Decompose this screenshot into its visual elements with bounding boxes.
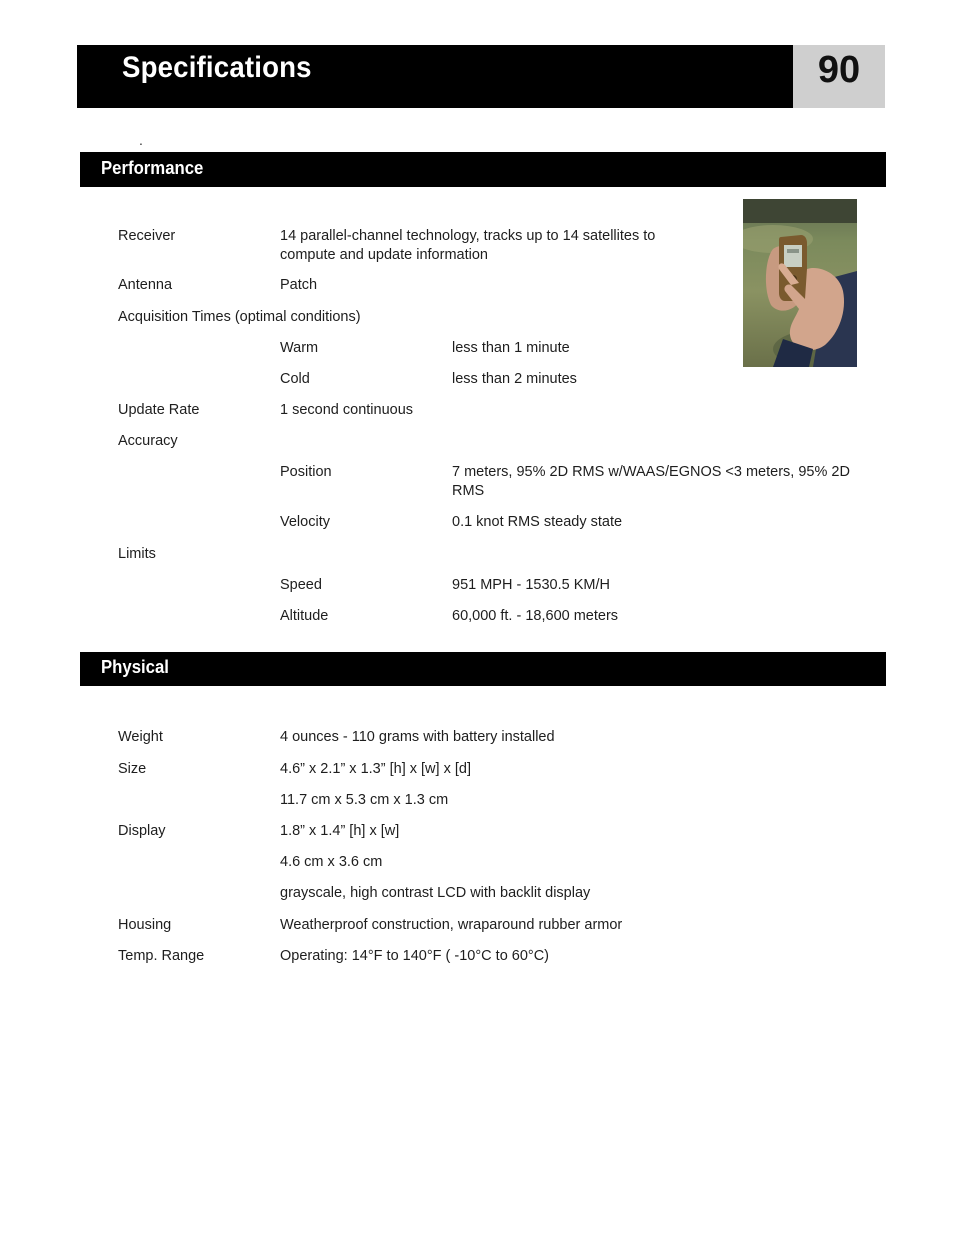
section-title-physical: Physical bbox=[101, 657, 169, 677]
spec-label-housing: Housing bbox=[118, 917, 172, 933]
spec-value-altitude: 60,000 ft. - 18,600 meters bbox=[452, 608, 619, 624]
spec-value-warm: less than 1 minute bbox=[452, 340, 570, 356]
spec-label-display: Display bbox=[118, 823, 166, 839]
spec-label-receiver: Receiver bbox=[118, 228, 176, 244]
spec-value-weight: 4 ounces - 110 grams with battery installed bbox=[280, 729, 555, 745]
spec-label-temp-range: Temp. Range bbox=[118, 948, 205, 964]
spec-sublabel-warm: Warm bbox=[280, 340, 319, 356]
gps-handheld-photo bbox=[743, 199, 857, 367]
spec-value-position: 7 meters, 95% 2D RMS w/WAAS/EGNOS <3 meters, 95% 2D RMS bbox=[452, 464, 850, 499]
spec-label-size: Size bbox=[118, 761, 147, 777]
page-header-bar bbox=[77, 45, 793, 108]
spec-sublabel-velocity: Velocity bbox=[280, 514, 330, 530]
spec-value-cold: less than 2 minutes bbox=[452, 371, 577, 387]
spec-value-display-imperial: 1.8” x 1.4” [h] x [w] bbox=[280, 823, 400, 839]
spec-label-weight: Weight bbox=[118, 729, 163, 745]
spec-label-limits: Limits bbox=[118, 546, 156, 562]
spec-value-receiver: 14 parallel-channel technology, tracks up to 14 satellites to compute and update information bbox=[280, 228, 656, 263]
section-title-performance: Performance bbox=[101, 158, 204, 178]
spec-value-size-metric: 11.7 cm x 5.3 cm x 1.3 cm bbox=[280, 792, 449, 808]
page-title: Specifications bbox=[122, 51, 312, 84]
page-number: 90 bbox=[817, 49, 861, 91]
spec-value-speed: 951 MPH - 1530.5 KM/H bbox=[452, 577, 610, 593]
spec-sublabel-altitude: Altitude bbox=[280, 608, 329, 624]
spec-value-temp-range: Operating: 14°F to 140°F ( -10°C to 60°C) bbox=[280, 948, 550, 964]
spec-value-size-imperial: 4.6” x 2.1” x 1.3” [h] x [w] x [d] bbox=[280, 761, 471, 777]
spec-label-accuracy: Accuracy bbox=[118, 433, 178, 449]
spec-value-update-rate: 1 second continuous bbox=[280, 402, 414, 418]
spec-label-acquisition-times: Acquisition Times (optimal conditions) bbox=[118, 309, 361, 325]
spec-sublabel-cold: Cold bbox=[280, 371, 310, 387]
section-header-physical bbox=[80, 652, 886, 686]
spec-value-display-metric: 4.6 cm x 3.6 cm bbox=[280, 854, 383, 870]
spec-value-antenna: Patch bbox=[280, 277, 318, 293]
spec-value-velocity: 0.1 knot RMS steady state bbox=[452, 514, 623, 530]
spec-label-update-rate: Update Rate bbox=[118, 402, 200, 418]
stray-mark: . bbox=[139, 132, 143, 148]
spec-value-housing: Weatherproof construction, wraparound rubber armor bbox=[280, 917, 623, 933]
spec-sublabel-position: Position bbox=[280, 464, 332, 480]
page-number-box bbox=[793, 45, 885, 108]
spec-sublabel-speed: Speed bbox=[280, 577, 322, 593]
section-header-performance bbox=[80, 152, 886, 187]
spec-value-display-type: grayscale, high contrast LCD with backlit display bbox=[280, 885, 591, 901]
spec-label-antenna: Antenna bbox=[118, 277, 173, 293]
